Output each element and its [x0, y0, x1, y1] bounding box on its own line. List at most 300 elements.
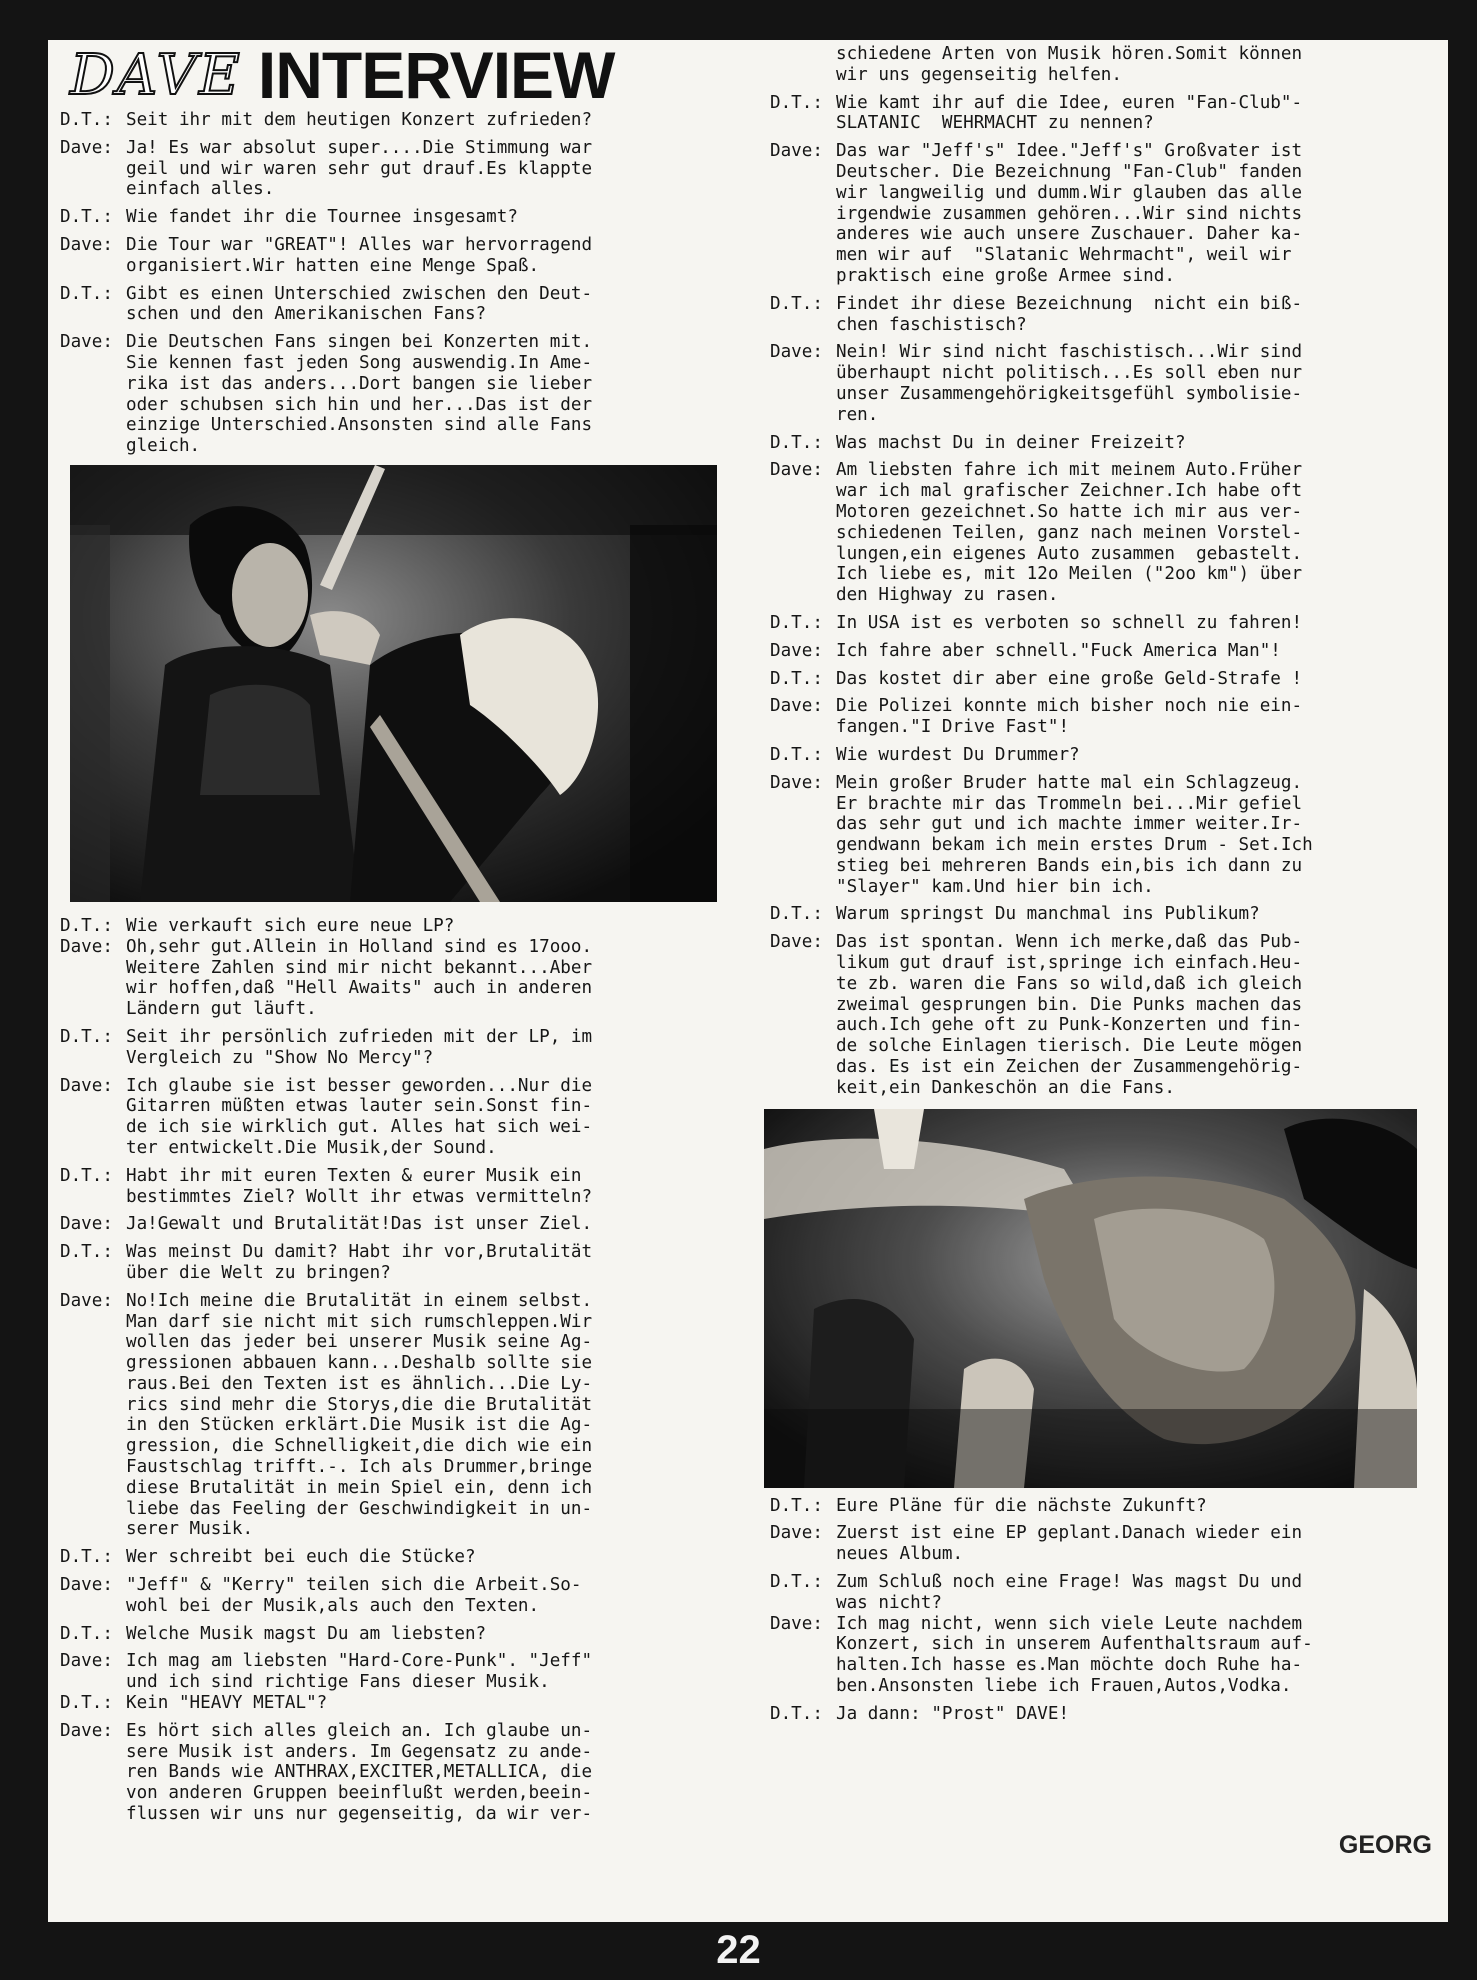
- text-line: [770, 1057, 1462, 1078]
- qa-block: [770, 93, 1462, 135]
- text-line: [60, 1242, 760, 1263]
- text-line: [770, 1078, 1462, 1099]
- text-line: [770, 65, 1462, 86]
- line-text: zweimal gesprungen bin. Die Punks machen das: [836, 994, 1303, 1015]
- line-text: de solche Einlagen tierisch. Die Leute mögen: [836, 1036, 1303, 1057]
- text-line: [60, 1076, 760, 1097]
- speaker-label: [770, 1676, 836, 1697]
- speaker-label: [770, 113, 836, 134]
- speaker-label: [770, 953, 836, 974]
- text-line: [60, 1436, 760, 1457]
- line-text: ter entwickelt.Die Musik,der Sound.: [126, 1137, 497, 1158]
- text-line: [60, 374, 760, 395]
- qa-block: [770, 669, 1462, 690]
- text-line: [60, 138, 760, 159]
- text-line: [770, 294, 1462, 315]
- speaker-label: Dave:: [770, 1523, 823, 1544]
- speaker-label: [770, 1634, 836, 1655]
- speaker-label: [770, 1057, 836, 1078]
- speaker-label: [60, 978, 126, 999]
- text-line: [770, 405, 1462, 426]
- speaker-label: [770, 794, 836, 815]
- qa-block: [60, 1242, 760, 1284]
- speaker-label: Dave:: [60, 234, 113, 255]
- text-line: [770, 717, 1462, 738]
- line-text: "Slayer" kam.Und hier bin ich.: [836, 876, 1154, 897]
- speaker-label: D.T.:: [770, 1703, 823, 1724]
- speaker-label: [60, 1138, 126, 1159]
- speaker-label: [60, 1519, 126, 1540]
- text-line: [60, 1291, 760, 1312]
- text-line: [60, 1117, 760, 1138]
- line-text: Deutscher. Die Bezeichnung "Fan-Club" fanden: [836, 161, 1303, 182]
- speaker-label: [60, 1263, 126, 1284]
- line-text: keit,ein Dankeschön an die Fans.: [836, 1077, 1175, 1098]
- line-text: Warum springst Du manchmal ins Publikum?: [836, 904, 1260, 925]
- text-line: [770, 877, 1462, 898]
- line-text: No!Ich meine die Brutalität in einem selbst.: [126, 1290, 593, 1311]
- speaker-label: [60, 1048, 126, 1069]
- qa-block: [60, 235, 760, 277]
- speaker-label: Dave:: [770, 932, 823, 953]
- line-text: Oh,sehr gut.Allein in Holland sind es 17ooo.: [126, 936, 593, 957]
- line-text: Das ist spontan. Wenn ich merke,daß das Pub-: [836, 932, 1303, 953]
- text-line: [60, 284, 760, 305]
- speaker-label: Dave:: [60, 332, 113, 353]
- text-line: [770, 995, 1462, 1016]
- speaker-label: [770, 204, 836, 225]
- text-line: [60, 937, 760, 958]
- speaker-label: [60, 374, 126, 395]
- text-line: [60, 1547, 760, 1568]
- text-line: [60, 353, 760, 374]
- line-text: einfach alles.: [126, 179, 275, 200]
- line-text: über die Welt zu bringen?: [126, 1262, 391, 1283]
- speaker-label: [770, 877, 836, 898]
- speaker-label: [60, 1596, 126, 1617]
- line-text: Mein großer Bruder hatte mal ein Schlagzeug.: [836, 772, 1303, 793]
- speaker-label: [770, 384, 836, 405]
- text-line: [60, 1762, 760, 1783]
- speaker-label: [770, 717, 836, 738]
- text-line: [770, 1523, 1462, 1544]
- speaker-label: [770, 1544, 836, 1565]
- text-line: [770, 342, 1462, 363]
- speaker-label: [770, 183, 836, 204]
- text-line: [60, 1374, 760, 1395]
- speaker-label: [60, 1117, 126, 1138]
- line-text: fangen."I Drive Fast"!: [836, 717, 1070, 738]
- qa-block: [60, 1547, 760, 1568]
- qa-block: [770, 1496, 1462, 1517]
- text-line: [770, 183, 1462, 204]
- speaker-label: D.T.:: [770, 1572, 823, 1593]
- line-text: "Jeff" & "Kerry" teilen sich die Arbeit.So-: [126, 1575, 582, 1596]
- text-line: [770, 315, 1462, 336]
- qa-block: [60, 1651, 760, 1713]
- speaker-label: Dave:: [770, 342, 823, 363]
- qa-block: [60, 1214, 760, 1235]
- text-line: [770, 1572, 1462, 1593]
- text-line: [770, 460, 1462, 481]
- speaker-label: [60, 1415, 126, 1436]
- line-text: das sehr gut und ich machte immer weiter.Ir-: [836, 814, 1303, 835]
- text-line: [770, 974, 1462, 995]
- speaker-label: Dave:: [770, 460, 823, 481]
- text-line: [60, 1187, 760, 1208]
- text-line: [60, 1138, 760, 1159]
- speaker-label: D.T.:: [60, 1242, 113, 1263]
- line-text: likum gut drauf ist,springe ich einfach.Heu-: [836, 953, 1303, 974]
- speaker-label: D.T.:: [60, 1693, 113, 1714]
- qa-block: [60, 207, 760, 228]
- line-text: Man darf sie nicht mit sich rumschleppen.Wir: [126, 1311, 593, 1332]
- speaker-label: D.T.:: [770, 432, 823, 453]
- line-text: einzige Unterschied.Ansonsten sind alle Fans: [126, 415, 593, 436]
- line-text: Die Polizei konnte mich bisher noch nie ein-: [836, 696, 1303, 717]
- text-line: [60, 1457, 760, 1478]
- speaker-label: [60, 1312, 126, 1333]
- speaker-label: [60, 1762, 126, 1783]
- line-text: oder schubsen sich hin und her...Das ist der: [126, 394, 593, 415]
- text-line: [60, 256, 760, 277]
- text-line: [770, 669, 1462, 690]
- speaker-label: D.T.:: [770, 904, 823, 925]
- qa-block: [770, 773, 1462, 898]
- text-line: [60, 1742, 760, 1763]
- line-text: von anderen Gruppen beeinflußt werden,beein-: [126, 1783, 593, 1804]
- speaker-label: [770, 1015, 836, 1036]
- line-text: Seit ihr persönlich zufrieden mit der LP, im: [126, 1026, 593, 1047]
- text-line: [770, 162, 1462, 183]
- line-text: Am liebsten fahre ich mit meinem Auto.Früher: [836, 460, 1303, 481]
- text-line: [770, 1496, 1462, 1517]
- line-text: und ich sind richtige Fans dieser Musik.: [126, 1672, 550, 1693]
- line-text: Eure Pläne für die nächste Zukunft?: [836, 1495, 1207, 1516]
- line-text: Es hört sich alles gleich an. Ich glaube un-: [126, 1720, 593, 1741]
- text-line: [770, 564, 1462, 585]
- qa-block: [60, 1624, 760, 1645]
- line-text: sere Musik ist anders. Im Gegensatz zu ande-: [126, 1741, 593, 1762]
- qa-block: [770, 1704, 1462, 1725]
- qa-block: [60, 1076, 760, 1159]
- text-line: [60, 999, 760, 1020]
- line-text: was nicht?: [836, 1592, 942, 1613]
- text-line: [60, 958, 760, 979]
- speaker-label: [770, 65, 836, 86]
- qa-block: [770, 1523, 1462, 1565]
- speaker-label: [60, 958, 126, 979]
- line-text: anderes wie auch unsere Zuschauer. Daher ka-: [836, 224, 1303, 245]
- concert-photo: [70, 465, 717, 902]
- line-text: unser Zusammengehörigkeitsgefühl symbolisie-: [836, 383, 1303, 404]
- concert-guitarists-photo: [70, 465, 717, 902]
- line-text: Konzert, sich in unserem Aufenthaltsraum auf-: [836, 1634, 1313, 1655]
- line-text: wollen das jeder bei unserer Musik seine Ag-: [126, 1332, 593, 1353]
- speaker-label: Dave:: [60, 1720, 113, 1741]
- line-text: Gitarren müßten etwas lauter sein.Sonst fin-: [126, 1096, 593, 1117]
- speaker-label: [60, 1499, 126, 1520]
- text-line: [770, 932, 1462, 953]
- line-text: Ich mag nicht, wenn sich viele Leute nachdem: [836, 1613, 1303, 1634]
- text-line: [770, 1015, 1462, 1036]
- speaker-label: [770, 162, 836, 183]
- qa-block: [60, 1166, 760, 1208]
- speaker-label: Dave:: [60, 1075, 113, 1096]
- line-text: stieg bei mehreren Bands ein,bis ich dann zu: [836, 855, 1303, 876]
- text-line: [60, 1353, 760, 1374]
- speaker-label: [770, 585, 836, 606]
- line-text: geil und wir waren sehr gut drauf.Es klappte: [126, 158, 593, 179]
- text-line: [60, 332, 760, 353]
- text-line: [770, 1593, 1462, 1614]
- line-text: Weitere Zahlen sind mir nicht bekannt...Aber: [126, 957, 593, 978]
- line-text: Vergleich zu "Show No Mercy"?: [126, 1047, 434, 1068]
- line-text: serer Musik.: [126, 1519, 254, 1540]
- line-text: wir langweilig und dumm.Wir glauben das alle: [836, 182, 1303, 203]
- speaker-label: D.T.:: [60, 207, 113, 228]
- text-line: [770, 1036, 1462, 1057]
- text-line: [60, 1478, 760, 1499]
- speaker-label: [60, 1187, 126, 1208]
- qa-block: [60, 1721, 760, 1825]
- speaker-label: [770, 502, 836, 523]
- text-line: [770, 502, 1462, 523]
- speaker-label: [60, 1353, 126, 1374]
- speaker-label: [770, 44, 836, 65]
- line-text: Wie wurdest Du Drummer?: [836, 744, 1080, 765]
- qa-block: [60, 110, 760, 131]
- speaker-label: [770, 814, 836, 835]
- line-text: Ich glaube sie ist besser geworden...Nur die: [126, 1075, 593, 1096]
- text-line: [770, 433, 1462, 454]
- speaker-label: Dave:: [60, 1290, 113, 1311]
- line-text: ben.Ansonsten liebe ich Frauen,Autos,Vodka.: [836, 1676, 1292, 1697]
- speaker-label: Dave:: [770, 640, 823, 661]
- speaker-label: [60, 256, 126, 277]
- line-text: Die Tour war "GREAT"! Alles war hervorragend: [126, 234, 593, 255]
- line-text: Sie kennen fast jeden Song auswendig.In Ame-: [126, 352, 593, 373]
- line-text: Gibt es einen Unterschied zwischen den Deut-: [126, 283, 593, 304]
- line-text: Habt ihr mit euren Texten & eurer Musik ein: [126, 1165, 582, 1186]
- speaker-label: D.T.:: [770, 612, 823, 633]
- line-text: rika ist das anders...Dort bangen sie lieber: [126, 373, 593, 394]
- qa-block: [770, 294, 1462, 336]
- text-line: [60, 1415, 760, 1436]
- text-line: [770, 773, 1462, 794]
- qa-block: [770, 932, 1462, 1098]
- speaker-label: [60, 1672, 126, 1693]
- line-text: te zb. waren die Fans so wild,daß ich gleich: [836, 973, 1303, 994]
- speaker-label: Dave:: [60, 1214, 113, 1235]
- line-text: überhaupt nicht politisch...Es soll eben nur: [836, 363, 1303, 384]
- speaker-label: Dave:: [770, 141, 823, 162]
- text-line: [60, 1721, 760, 1742]
- qa-block: [770, 696, 1462, 738]
- text-line: [60, 436, 760, 457]
- text-line: [60, 1312, 760, 1333]
- speaker-label: [770, 245, 836, 266]
- qa-block: [60, 916, 760, 1020]
- line-text: organisiert.Wir hatten eine Menge Spaß.: [126, 255, 540, 276]
- speaker-label: Dave:: [60, 1575, 113, 1596]
- text-line: [770, 696, 1462, 717]
- speaker-label: [60, 304, 126, 325]
- qa-block: [60, 332, 760, 457]
- text-line: [60, 179, 760, 200]
- page-header: [60, 38, 760, 112]
- speaker-label: [60, 1783, 126, 1804]
- line-text: gressionen abbauen kann...Deshalb sollte sie: [126, 1353, 593, 1374]
- text-line: [770, 1544, 1462, 1565]
- speaker-label: [60, 353, 126, 374]
- speaker-label: [60, 1804, 126, 1825]
- line-text: Wer schreibt bei euch die Stücke?: [126, 1547, 476, 1568]
- speaker-label: [60, 999, 126, 1020]
- line-text: Wie fandet ihr die Tournee insgesamt?: [126, 207, 518, 228]
- speaker-label: Dave:: [60, 936, 113, 957]
- qa-block: [770, 641, 1462, 662]
- text-line: [770, 856, 1462, 877]
- text-line: [60, 110, 760, 131]
- speaker-label: D.T.:: [770, 293, 823, 314]
- qa-block: [770, 44, 1462, 86]
- line-text: Seit ihr mit dem heutigen Konzert zufrieden?: [126, 110, 593, 130]
- line-text: Was meinst Du damit? Habt ihr vor,Brutalität: [126, 1242, 593, 1263]
- text-line: [770, 363, 1462, 384]
- qa-block: [770, 745, 1462, 766]
- text-line: [770, 613, 1462, 634]
- text-line: [60, 159, 760, 180]
- speaker-label: [770, 995, 836, 1016]
- qa-block: [770, 433, 1462, 454]
- text-line: [60, 1693, 760, 1714]
- line-text: Faustschlag trifft.-. Ich als Drummer,bringe: [126, 1457, 593, 1478]
- text-line: [60, 415, 760, 436]
- line-text: Er brachte mir das Trommeln bei...Mir gefiel: [836, 793, 1303, 814]
- line-text: irgendwie zusammen gehören...Wir sind nichts: [836, 203, 1303, 224]
- text-line: [770, 245, 1462, 266]
- text-line: [60, 1672, 760, 1693]
- qa-block: [770, 1572, 1462, 1697]
- text-line: [770, 141, 1462, 162]
- qa-block: [770, 904, 1462, 925]
- author-signature: GEORG: [1338, 1831, 1432, 1859]
- speaker-label: [60, 1478, 126, 1499]
- speaker-label: [60, 1395, 126, 1416]
- line-text: praktisch eine große Armee sind.: [836, 265, 1175, 286]
- text-line: [60, 1499, 760, 1520]
- text-line: [770, 904, 1462, 925]
- speaker-label: [770, 544, 836, 565]
- line-text: raus.Bei den Texten ist es ähnlich...Die Ly-: [126, 1373, 593, 1394]
- line-text: Was machst Du in deiner Freizeit?: [836, 432, 1186, 453]
- text-line: [770, 93, 1462, 114]
- speaker-label: [770, 835, 836, 856]
- text-line: [770, 835, 1462, 856]
- speaker-label: [770, 266, 836, 287]
- text-line: [770, 384, 1462, 405]
- qa-block: [60, 1575, 760, 1617]
- text-line: [60, 304, 760, 325]
- line-text: chen faschistisch?: [836, 314, 1027, 335]
- line-text: de ich sie wirklich gut. Alles hat sich wei-: [126, 1117, 593, 1138]
- text-line: [60, 1263, 760, 1284]
- text-line: [770, 1655, 1462, 1676]
- qa-block: [770, 141, 1462, 287]
- qa-block: [770, 613, 1462, 634]
- speaker-label: [770, 974, 836, 995]
- speaker-label: [60, 415, 126, 436]
- line-text: schiedenen Teilen, ganz nach meinen Vorstel-: [836, 522, 1303, 543]
- line-text: bestimmtes Ziel? Wollt ihr etwas vermitteln?: [126, 1186, 593, 1207]
- text-line: [770, 44, 1462, 65]
- text-line: [60, 978, 760, 999]
- line-text: Nein! Wir sind nicht faschistisch...Wir sind: [836, 342, 1303, 363]
- line-text: den Highway zu rasen.: [836, 585, 1059, 606]
- speaker-label: [770, 564, 836, 585]
- line-text: gleich.: [126, 436, 201, 457]
- text-line: [60, 1519, 760, 1540]
- text-line: [60, 1783, 760, 1804]
- text-line: [60, 1651, 760, 1672]
- line-text: Zuerst ist eine EP geplant.Danach wieder ein: [836, 1523, 1303, 1544]
- line-text: In USA ist es verboten so schnell zu fahren!: [836, 612, 1303, 633]
- speaker-label: Dave:: [770, 1613, 823, 1634]
- text-line: [770, 745, 1462, 766]
- line-text: gression, die Schnelligkeit,die dich wie ein: [126, 1436, 593, 1457]
- line-text: Die Deutschen Fans singen bei Konzerten mit.: [126, 332, 593, 353]
- line-text: Ja!Gewalt und Brutalität!Das ist unser Ziel.: [126, 1214, 593, 1235]
- text-line: [60, 1395, 760, 1416]
- speaker-label: [770, 1655, 836, 1676]
- speaker-label: [770, 1078, 836, 1099]
- stage-dive-photo: [764, 1109, 1417, 1488]
- qa-block: [60, 284, 760, 326]
- speaker-label: D.T.:: [60, 915, 113, 936]
- line-text: Wie verkauft sich eure neue LP?: [126, 915, 455, 936]
- line-text: Ja dann: "Prost" DAVE!: [836, 1703, 1070, 1724]
- line-text: Welche Musik magst Du am liebsten?: [126, 1623, 487, 1644]
- text-line: [60, 916, 760, 937]
- text-line: [60, 1596, 760, 1617]
- line-text: SLATANIC WEHRMACHT zu nennen?: [836, 113, 1154, 134]
- qa-block: [60, 1027, 760, 1069]
- text-line: [770, 1676, 1462, 1697]
- line-text: das. Es ist ein Zeichen der Zusammengehörig-: [836, 1057, 1303, 1078]
- speaker-label: [770, 1593, 836, 1614]
- speaker-label: [60, 1332, 126, 1353]
- speaker-label: D.T.:: [60, 1547, 113, 1568]
- text-line: [60, 1048, 760, 1069]
- line-text: rics sind mehr die Storys,die die Brutalität: [126, 1394, 593, 1415]
- text-line: [770, 814, 1462, 835]
- line-text: Ja! Es war absolut super....Die Stimmung war: [126, 137, 593, 158]
- text-line: [770, 544, 1462, 565]
- speaker-label: [60, 1457, 126, 1478]
- speaker-label: [60, 159, 126, 180]
- text-line: [770, 794, 1462, 815]
- line-text: liebe das Feeling der Geschwindigkeit in un-: [126, 1498, 593, 1519]
- text-line: [60, 1332, 760, 1353]
- speaker-label: [60, 1374, 126, 1395]
- speaker-label: Dave:: [60, 1651, 113, 1672]
- line-text: war ich mal grafischer Zeichner.Ich habe oft: [836, 481, 1303, 502]
- line-text: in den Stücken erklärt.Die Musik ist die Ag-: [126, 1415, 593, 1436]
- line-text: Das kostet dir aber eine große Geld-Strafe !: [836, 668, 1303, 689]
- line-text: flussen wir uns nur gegenseitig, da wir ver-: [126, 1804, 593, 1825]
- text-line: [60, 1027, 760, 1048]
